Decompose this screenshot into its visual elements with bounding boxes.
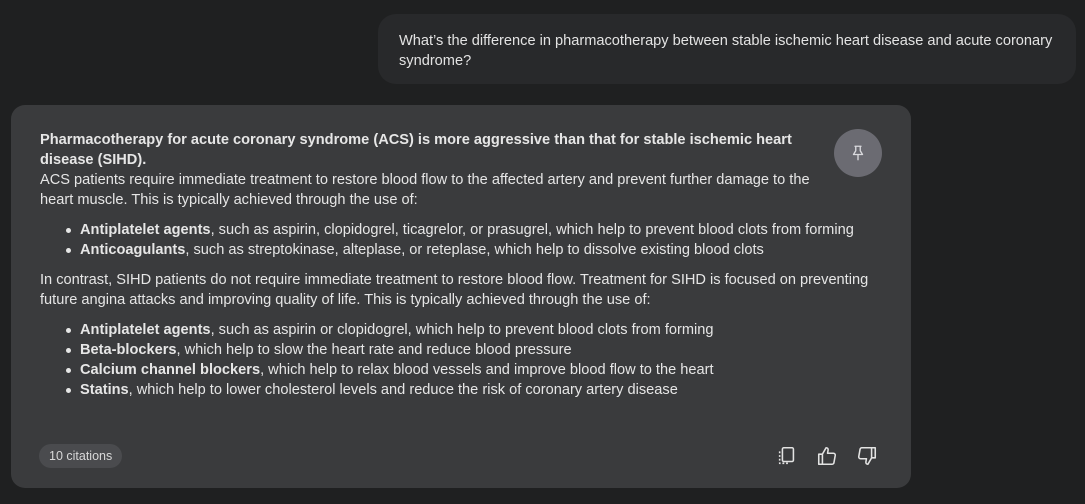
response-contrast: In contrast, SIHD patients do not require immediate treatment to restore blood flow. Treatment for SIHD is focused on preventing future angina attacks and improving quality of life. This is typically achieved through the use of: (40, 272, 869, 308)
response-headline: Pharmacotherapy for acute coronary syndrome (ACS) is more aggressive than that for stable ischemic heart disease (SIHD). (40, 132, 792, 168)
list-item-desc: , which help to slow the heart rate and reduce blood pressure (176, 342, 572, 358)
list-item-desc: , such as aspirin or clopidogrel, which help to prevent blood clots from forming (210, 322, 714, 338)
thumbs-down-button[interactable] (854, 443, 880, 469)
list-item (80, 220, 885, 240)
list-item-desc: , such as streptokinase, alteplase, or reteplase, which help to dissolve existing blood clots (185, 242, 764, 258)
response-body (40, 130, 885, 400)
copy-icon (776, 445, 798, 467)
pin-button[interactable] (834, 129, 882, 177)
list-item (80, 380, 885, 400)
thumbs-up-button[interactable] (814, 443, 840, 469)
list-item-term: Calcium channel blockers (80, 362, 261, 378)
list-item (80, 240, 885, 260)
list-item-term: Antiplatelet agents (80, 222, 211, 238)
sihd-drug-list (40, 320, 885, 400)
list-item (80, 360, 885, 380)
list-item-term: Antiplatelet agents (80, 322, 211, 338)
user-message-text: What’s the difference in pharmacotherapy between stable ischemic heart disease and acute coronary syndrome? (399, 33, 1053, 69)
list-item-desc: , which help to lower cholesterol levels and reduce the risk of coronary artery disease (128, 382, 678, 398)
list-item (80, 340, 885, 360)
response-intro: ACS patients require immediate treatment to restore blood flow to the affected artery and prevent further damage to the heart muscle. This is typically achieved through the use of: (40, 172, 810, 208)
citations-button[interactable]: 10 citations (39, 444, 122, 468)
acs-drug-list (40, 220, 885, 260)
pin-icon (849, 144, 867, 162)
list-item-term: Anticoagulants (80, 242, 186, 258)
copy-button[interactable] (774, 443, 800, 469)
list-item-desc: , such as aspirin, clopidogrel, ticagrelor, or prasugrel, which help to prevent blood clots from forming (210, 222, 854, 238)
list-item-term: Beta-blockers (80, 342, 177, 358)
thumbs-down-icon (856, 445, 878, 467)
response-card (11, 105, 911, 488)
list-item-desc: , which help to relax blood vessels and improve blood flow to the heart (260, 362, 714, 378)
list-item (80, 320, 885, 340)
thumbs-up-icon (816, 445, 838, 467)
list-item-term: Statins (80, 382, 129, 398)
user-message-bubble (378, 14, 1076, 84)
